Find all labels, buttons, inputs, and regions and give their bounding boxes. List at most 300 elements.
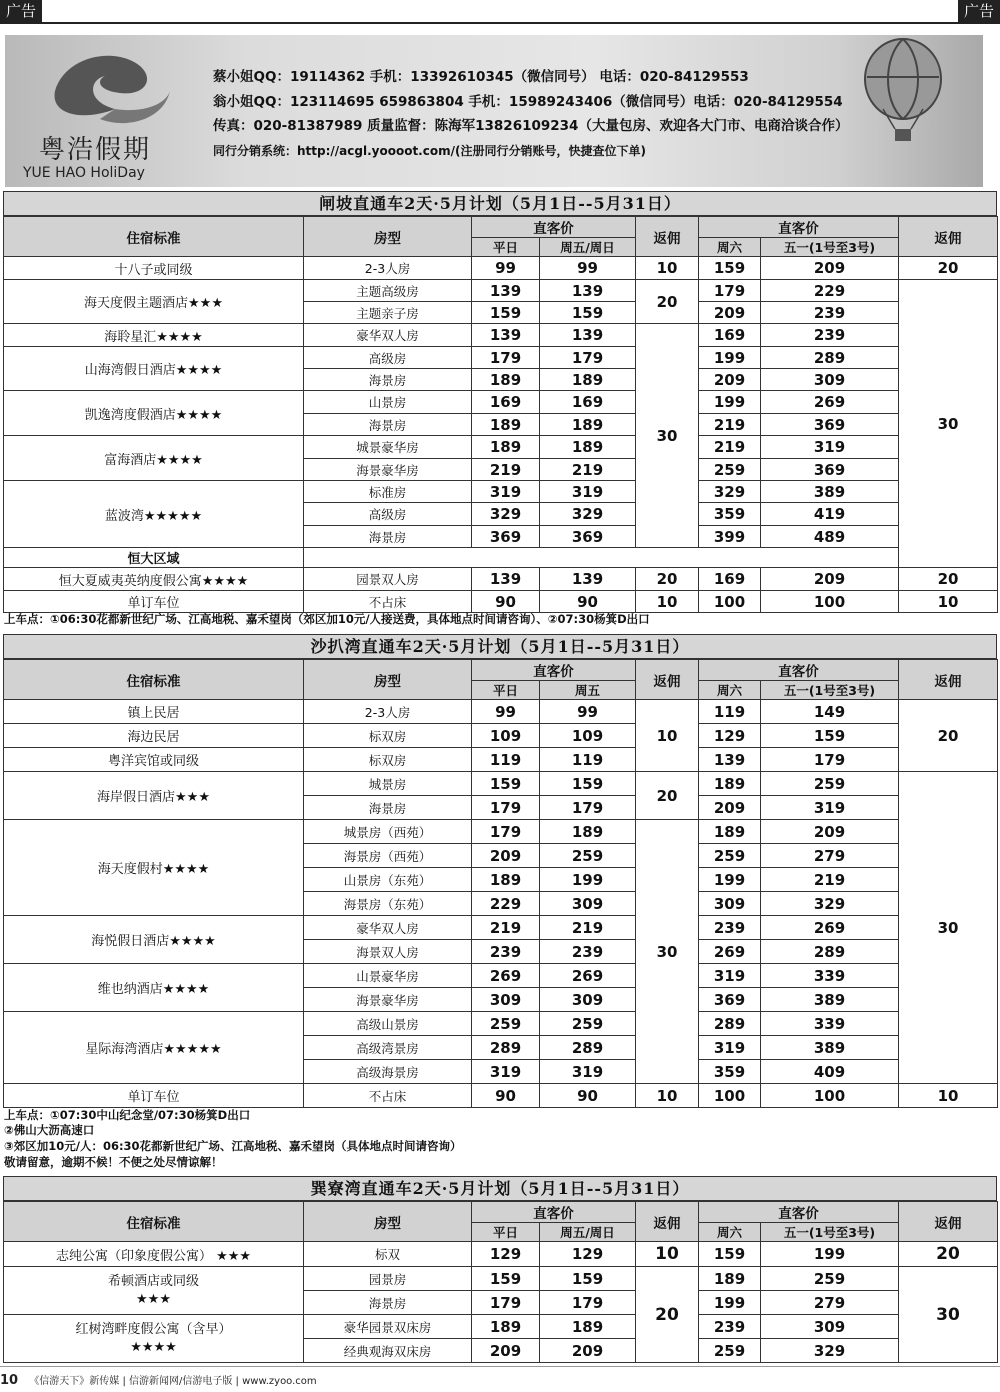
logo-wave-icon [45, 51, 175, 131]
table-row [4, 591, 998, 613]
price-fri: 169 [540, 391, 636, 414]
price-weekday: 209 [472, 1339, 540, 1363]
col-hotel: 住宿标准 [4, 217, 304, 257]
price-fri: 109 [540, 724, 636, 748]
agency-header-banner [5, 35, 983, 187]
price-weekday: 179 [472, 347, 540, 369]
rebate-1: 10 [636, 1084, 699, 1108]
room-type: 海景豪华房 [304, 988, 472, 1012]
col-sat: 周六 [699, 238, 761, 257]
hotel-name-cell [4, 1267, 304, 1315]
price-sat: 139 [699, 748, 761, 772]
price-weekday: 189 [472, 1315, 540, 1339]
table-row [4, 436, 998, 459]
room-type: 主题亲子房 [304, 302, 472, 324]
price-holiday: 279 [761, 1291, 899, 1315]
rebate-1: 30 [636, 820, 699, 1084]
contact-info [213, 65, 848, 163]
price-weekday: 269 [472, 964, 540, 988]
price-weekday: 159 [472, 302, 540, 324]
price-holiday: 309 [761, 369, 899, 391]
table-row [4, 1315, 998, 1339]
price-holiday: 259 [761, 772, 899, 796]
rebate-1: 10 [636, 1242, 699, 1267]
price-weekday: 329 [472, 503, 540, 526]
table-row [4, 748, 998, 772]
area-blank [304, 548, 899, 568]
price-weekday: 99 [472, 257, 540, 280]
price-sat: 259 [699, 459, 761, 481]
room-type: 豪华双人房 [304, 916, 472, 940]
price-fri: 259 [540, 844, 636, 868]
price-sat: 159 [699, 257, 761, 280]
price-holiday: 239 [761, 324, 899, 347]
price-fri: 99 [540, 257, 636, 280]
brand-name-cn: 粤浩假期 [39, 135, 152, 165]
room-type: 海景房（东苑） [304, 892, 472, 916]
room-type: 园景双人房 [304, 568, 472, 591]
hotel-name: 镇上民居 [4, 700, 304, 724]
col-weekday: 平日 [472, 238, 540, 257]
section-1-note: 上车点：①06:30花都新世纪广场、江高地税、嘉禾望岗（郊区加10元/人接送费，具体地点时间请咨询）、②07:30杨箕D出口 [4, 612, 650, 626]
rebate-1: 20 [636, 772, 699, 820]
price-fri: 219 [540, 459, 636, 481]
section-2-note-4: 敬请留意，逾期不候！不便之处尽情谅解！ [4, 1155, 223, 1169]
top-rule [0, 22, 1000, 24]
section-3-price-table [3, 1201, 998, 1363]
price-fri: 129 [540, 1242, 636, 1267]
col-price-group-1: 直客价 [472, 1202, 636, 1223]
room-type: 海景房 [304, 796, 472, 820]
price-fri: 139 [540, 324, 636, 347]
price-fri: 90 [540, 1084, 636, 1108]
price-holiday: 269 [761, 916, 899, 940]
col-rebate-1: 返佣 [636, 1202, 699, 1242]
price-sat: 209 [699, 369, 761, 391]
rebate-2: 30 [899, 1267, 998, 1363]
table-row [4, 324, 998, 347]
room-type: 园景房 [304, 1267, 472, 1291]
price-sat: 100 [699, 591, 761, 613]
table-header-row [4, 1202, 998, 1223]
room-type: 山景房 [304, 391, 472, 414]
hotel-name: 星际海湾酒店★★★★★ [4, 1012, 304, 1084]
price-sat: 399 [699, 526, 761, 548]
price-weekday: 189 [472, 369, 540, 391]
price-fri: 179 [540, 347, 636, 369]
price-sat: 369 [699, 988, 761, 1012]
price-fri: 239 [540, 940, 636, 964]
footer-text: 《信游天下》新传媒 | 信游新闻网/信游电子版 | www.zyoo.com [29, 1376, 317, 1387]
price-sat: 119 [699, 700, 761, 724]
price-holiday: 149 [761, 700, 899, 724]
price-weekday: 139 [472, 324, 540, 347]
room-type: 海景豪华房 [304, 459, 472, 481]
price-fri: 179 [540, 1291, 636, 1315]
rebate-1: 20 [636, 1267, 699, 1363]
col-fri: 周五/周日 [540, 1223, 636, 1242]
price-fri: 269 [540, 964, 636, 988]
table-row [4, 916, 998, 940]
rebate-2: 10 [899, 1084, 998, 1108]
col-room: 房型 [304, 1202, 472, 1242]
hotel-name: 维也纳酒店★★★★ [4, 964, 304, 1012]
section-2-price-table [3, 659, 998, 1108]
room-type: 城景房（西苑） [304, 820, 472, 844]
price-fri: 159 [540, 772, 636, 796]
price-weekday: 129 [472, 1242, 540, 1267]
price-weekday: 169 [472, 391, 540, 414]
price-holiday: 199 [761, 1242, 899, 1267]
table-header-row [4, 217, 998, 238]
price-holiday: 100 [761, 1084, 899, 1108]
price-weekday: 319 [472, 481, 540, 503]
price-sat: 359 [699, 503, 761, 526]
price-holiday: 329 [761, 892, 899, 916]
price-fri: 179 [540, 796, 636, 820]
rebate-1: 10 [636, 700, 699, 772]
room-type: 城景豪华房 [304, 436, 472, 459]
price-weekday: 159 [472, 1267, 540, 1291]
price-fri: 90 [540, 591, 636, 613]
price-weekday: 239 [472, 940, 540, 964]
hotel-name: 十八子或同级 [4, 257, 304, 280]
price-fri: 319 [540, 1060, 636, 1084]
price-sat: 209 [699, 796, 761, 820]
price-weekday: 119 [472, 748, 540, 772]
contact-line-4: 同行分销系统：http://acgl.yoooot.com/(注册同行分销账号，快捷查位下单) [213, 143, 646, 158]
price-holiday: 100 [761, 591, 899, 613]
price-sat: 309 [699, 892, 761, 916]
rebate-1: 20 [636, 568, 699, 591]
price-sat: 329 [699, 481, 761, 503]
price-sat: 169 [699, 568, 761, 591]
price-fri: 139 [540, 280, 636, 302]
room-type: 海景房 [304, 414, 472, 436]
price-weekday: 219 [472, 916, 540, 940]
price-weekday: 189 [472, 868, 540, 892]
price-holiday: 229 [761, 280, 899, 302]
rebate-2: 30 [899, 772, 998, 1084]
price-holiday: 219 [761, 868, 899, 892]
rebate-2: 20 [899, 700, 998, 772]
price-sat: 319 [699, 1036, 761, 1060]
price-holiday: 209 [761, 820, 899, 844]
price-sat: 259 [699, 844, 761, 868]
price-holiday: 389 [761, 1036, 899, 1060]
price-weekday: 189 [472, 436, 540, 459]
price-holiday: 209 [761, 257, 899, 280]
col-hotel: 住宿标准 [4, 660, 304, 700]
table-row [4, 347, 998, 369]
room-type: 高级房 [304, 347, 472, 369]
price-weekday: 319 [472, 1060, 540, 1084]
price-sat: 189 [699, 1267, 761, 1291]
price-weekday: 179 [472, 1291, 540, 1315]
price-weekday: 229 [472, 892, 540, 916]
hot-air-balloon-icon [853, 37, 953, 147]
price-sat: 179 [699, 280, 761, 302]
table-row [4, 257, 998, 280]
room-type: 不占床 [304, 591, 472, 613]
hotel-name: 单订车位 [4, 591, 304, 613]
room-type: 海景双人房 [304, 940, 472, 964]
brand-name-en: YUE HAO HoliDay [23, 165, 145, 181]
price-fri: 189 [540, 369, 636, 391]
col-sat: 周六 [699, 681, 761, 700]
price-weekday: 189 [472, 414, 540, 436]
price-weekday: 179 [472, 796, 540, 820]
table-row [4, 772, 998, 796]
price-holiday: 279 [761, 844, 899, 868]
price-fri: 369 [540, 526, 636, 548]
room-type: 海景房 [304, 369, 472, 391]
price-holiday: 159 [761, 724, 899, 748]
price-sat: 359 [699, 1060, 761, 1084]
col-rebate-1: 返佣 [636, 660, 699, 700]
table-row [4, 964, 998, 988]
price-fri: 189 [540, 1315, 636, 1339]
col-sat: 周六 [699, 1223, 761, 1242]
price-sat: 199 [699, 347, 761, 369]
price-sat: 129 [699, 724, 761, 748]
room-type: 主题高级房 [304, 280, 472, 302]
col-rebate-2: 返佣 [899, 217, 998, 257]
rebate-1: 10 [636, 257, 699, 280]
price-holiday: 389 [761, 988, 899, 1012]
hotel-name: 红树湾畔度假公寓（含早） [75, 1321, 232, 1337]
price-fri: 189 [540, 820, 636, 844]
room-type: 高级山景房 [304, 1012, 472, 1036]
col-fri: 周五/周日 [540, 238, 636, 257]
table-header-row [4, 660, 998, 681]
hotel-name: 海天度假村★★★★ [4, 820, 304, 916]
hotel-name: 海岸假日酒店★★★ [4, 772, 304, 820]
price-holiday: 319 [761, 796, 899, 820]
contact-line-1: 蔡小姐QQ：19114362 手机：13392610345（微信同号） 电话：020-84129553 [213, 69, 749, 85]
section-1-price-table [3, 216, 998, 613]
table-row [4, 1242, 998, 1267]
col-price-group-2: 直客价 [699, 1202, 899, 1223]
room-type: 豪华双人房 [304, 324, 472, 347]
price-holiday: 289 [761, 347, 899, 369]
table-row [4, 391, 998, 414]
col-fri: 周五 [540, 681, 636, 700]
section-2-note-1: 上车点：①07:30中山纪念堂/07:30杨箕D出口 [4, 1108, 251, 1122]
price-fri: 259 [540, 1012, 636, 1036]
rebate-1: 10 [636, 591, 699, 613]
table-row [4, 481, 998, 503]
price-holiday: 419 [761, 503, 899, 526]
room-type: 标双 [304, 1242, 472, 1267]
room-type: 2-3人房 [304, 257, 472, 280]
footer-rule [0, 1366, 1000, 1367]
price-holiday: 269 [761, 391, 899, 414]
hotel-name: 海聆星汇★★★★ [4, 324, 304, 347]
col-rebate-2: 返佣 [899, 660, 998, 700]
table-row [4, 820, 998, 844]
page-footer [0, 1372, 317, 1388]
hotel-name: 山海湾假日酒店★★★★ [4, 347, 304, 391]
col-weekday: 平日 [472, 1223, 540, 1242]
ad-label-left: 广告 [0, 0, 42, 22]
price-weekday: 90 [472, 1084, 540, 1108]
price-holiday: 309 [761, 1315, 899, 1339]
hotel-name: 单订车位 [4, 1084, 304, 1108]
room-type: 标准房 [304, 481, 472, 503]
price-weekday: 179 [472, 820, 540, 844]
price-fri: 219 [540, 916, 636, 940]
price-holiday: 369 [761, 414, 899, 436]
rebate-2: 20 [899, 568, 998, 591]
table-row [4, 568, 998, 591]
price-fri: 309 [540, 988, 636, 1012]
col-rebate-1: 返佣 [636, 217, 699, 257]
price-sat: 199 [699, 868, 761, 892]
room-type: 标双房 [304, 748, 472, 772]
price-holiday: 489 [761, 526, 899, 548]
price-weekday: 109 [472, 724, 540, 748]
price-sat: 259 [699, 1339, 761, 1363]
price-holiday: 409 [761, 1060, 899, 1084]
section-2-note-2: ②佛山大沥高速口 [4, 1123, 95, 1137]
price-weekday: 259 [472, 1012, 540, 1036]
price-fri: 309 [540, 892, 636, 916]
price-weekday: 209 [472, 844, 540, 868]
room-type: 豪华园景双床房 [304, 1315, 472, 1339]
hotel-name: 海边民居 [4, 724, 304, 748]
rebate-2: 20 [899, 1242, 998, 1267]
price-holiday: 329 [761, 1339, 899, 1363]
table-row [4, 1084, 998, 1108]
room-type: 不占床 [304, 1084, 472, 1108]
price-sat: 219 [699, 436, 761, 459]
room-type: 海景房 [304, 526, 472, 548]
rebate-1: 20 [636, 280, 699, 324]
price-weekday: 99 [472, 700, 540, 724]
col-rebate-2: 返佣 [899, 1202, 998, 1242]
price-holiday: 209 [761, 568, 899, 591]
col-price-group-1: 直客价 [472, 660, 636, 681]
room-type: 高级房 [304, 503, 472, 526]
contact-line-3: 传真：020-81387989 质量监督：陈海军13826109234（大量包房、欢迎各大门市、电商洽谈合作） [213, 118, 849, 134]
room-type: 山景房（东苑） [304, 868, 472, 892]
col-holiday: 五一(1号至3号) [761, 1223, 899, 1242]
price-fri: 189 [540, 436, 636, 459]
price-sat: 239 [699, 1315, 761, 1339]
price-weekday: 139 [472, 568, 540, 591]
hotel-name: 海悦假日酒店★★★★ [4, 916, 304, 964]
ad-label-right: 广告 [958, 0, 1000, 22]
price-holiday: 289 [761, 940, 899, 964]
price-fri: 319 [540, 481, 636, 503]
price-fri: 119 [540, 748, 636, 772]
section-1-title: 闸坡直通车2天·5月计划（5月1日--5月31日） [3, 191, 997, 216]
area-label: 恒大区域 [4, 548, 304, 568]
col-room: 房型 [304, 217, 472, 257]
col-weekday: 平日 [472, 681, 540, 700]
price-fri: 199 [540, 868, 636, 892]
section-2-title: 沙扒湾直通车2天·5月计划（5月1日--5月31日） [3, 634, 997, 659]
col-price-group-2: 直客价 [699, 660, 899, 681]
price-sat: 219 [699, 414, 761, 436]
price-weekday: 289 [472, 1036, 540, 1060]
hotel-name: 希顿酒店或同级 [107, 1273, 199, 1289]
price-sat: 199 [699, 1291, 761, 1315]
price-holiday: 339 [761, 1012, 899, 1036]
price-holiday: 369 [761, 459, 899, 481]
price-fri: 189 [540, 414, 636, 436]
rebate-2: 10 [899, 591, 998, 613]
section-2-note-3: ③郊区加10元/人：06:30花都新世纪广场、江高地税、嘉禾望岗（具体地点时间请咨询） [4, 1139, 462, 1153]
col-price-group-2: 直客价 [699, 217, 899, 238]
price-weekday: 159 [472, 772, 540, 796]
room-type: 高级湾景房 [304, 1036, 472, 1060]
hotel-stars: ★★★ [136, 1291, 171, 1307]
rebate-2: 30 [899, 280, 998, 568]
price-fri: 329 [540, 503, 636, 526]
price-fri: 159 [540, 302, 636, 324]
room-type: 经典观海双床房 [304, 1339, 472, 1363]
col-room: 房型 [304, 660, 472, 700]
price-sat: 269 [699, 940, 761, 964]
page-number: 10 [0, 1373, 19, 1388]
price-fri: 139 [540, 568, 636, 591]
price-sat: 100 [699, 1084, 761, 1108]
table-row [4, 700, 998, 724]
section-3-title: 巽寮湾直通车2天·5月计划（5月1日--5月31日） [3, 1176, 997, 1201]
area-row [4, 548, 998, 568]
table-row [4, 1267, 998, 1291]
room-type: 高级海景房 [304, 1060, 472, 1084]
price-holiday: 259 [761, 1267, 899, 1291]
room-type: 海景房 [304, 1291, 472, 1315]
col-price-group-1: 直客价 [472, 217, 636, 238]
hotel-name-cell [4, 1315, 304, 1363]
hotel-name: 志纯公寓（印象度假公寓） ★★★ [4, 1242, 304, 1267]
hotel-name: 海天度假主题酒店★★★ [4, 280, 304, 324]
room-type: 山景豪华房 [304, 964, 472, 988]
price-fri: 99 [540, 700, 636, 724]
price-holiday: 179 [761, 748, 899, 772]
col-holiday: 五一(1号至3号) [761, 238, 899, 257]
hotel-name: 粤洋宾馆或同级 [4, 748, 304, 772]
hotel-name: 富海酒店★★★★ [4, 436, 304, 481]
price-holiday: 389 [761, 481, 899, 503]
brand-logo [17, 51, 202, 181]
price-weekday: 369 [472, 526, 540, 548]
price-holiday: 239 [761, 302, 899, 324]
rebate-1: 30 [636, 324, 699, 548]
price-weekday: 219 [472, 459, 540, 481]
room-type: 城景房 [304, 772, 472, 796]
price-weekday: 309 [472, 988, 540, 1012]
price-sat: 199 [699, 391, 761, 414]
price-sat: 189 [699, 772, 761, 796]
hotel-name: 凯逸湾度假酒店★★★★ [4, 391, 304, 436]
price-weekday: 139 [472, 280, 540, 302]
price-sat: 319 [699, 964, 761, 988]
price-sat: 169 [699, 324, 761, 347]
col-holiday: 五一(1号至3号) [761, 681, 899, 700]
price-holiday: 339 [761, 964, 899, 988]
col-hotel: 住宿标准 [4, 1202, 304, 1242]
hotel-name: 恒大夏威夷英纳度假公寓★★★★ [4, 568, 304, 591]
room-type: 2-3人房 [304, 700, 472, 724]
price-sat: 289 [699, 1012, 761, 1036]
contact-line-2: 翁小姐QQ：123114695 659863804 手机：15989243406（微信同号）电话：020-84129554 [213, 93, 843, 110]
price-sat: 209 [699, 302, 761, 324]
